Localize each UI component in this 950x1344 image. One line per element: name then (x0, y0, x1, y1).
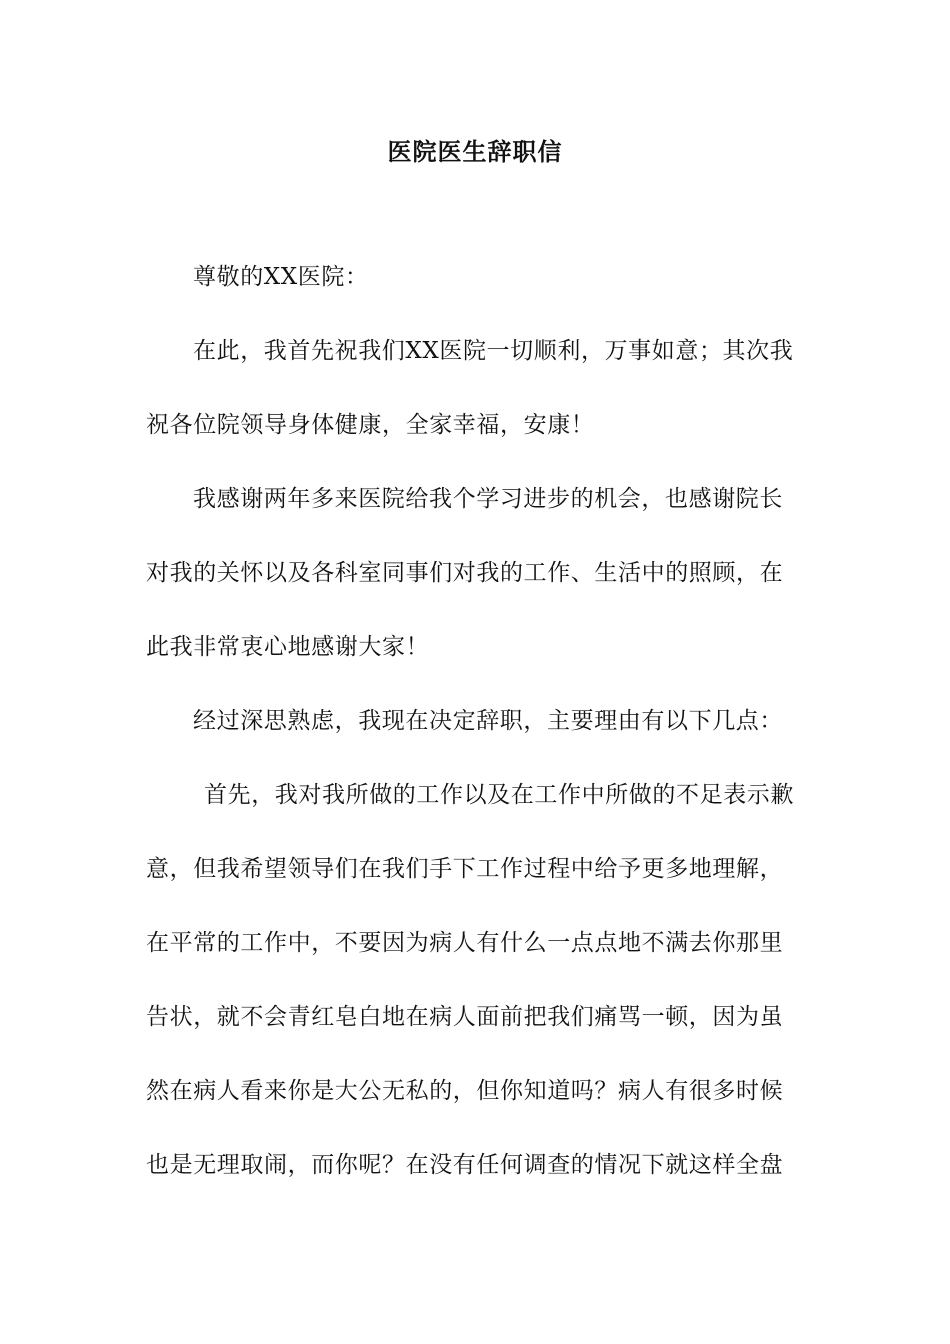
paragraph-line: 祝各位院领导身体健康，全家幸福，安康！ (146, 412, 595, 438)
salutation-line: 尊敬的XX医院： (193, 264, 369, 290)
paragraph-line: 在平常的工作中，不要因为病人有什么一点点地不满去你那里 (146, 930, 784, 956)
paragraph-line: 然在病人看来你是大公无私的，但你知道吗？病人有很多时候 (146, 1078, 784, 1104)
paragraph-line: 我感谢两年多来医院给我个学习进步的机会，也感谢院长 (193, 486, 783, 512)
paragraph-line: 在此，我首先祝我们XX医院一切顺利，万事如意；其次我 (193, 338, 794, 364)
paragraph-line: 意，但我希望领导们在我们手下工作过程中给予更多地理解， (146, 856, 784, 882)
letter-body (146, 256, 808, 1218)
paragraph-line: 经过深思熟虑，我现在决定辞职，主要理由有以下几点： (193, 708, 783, 734)
paragraph-line: 对我的关怀以及各科室同事们对我的工作、生活中的照顾，在 (146, 560, 784, 586)
paragraph-line: 首先，我对我所做的工作以及在工作中所做的不足表示歉 (204, 782, 794, 808)
document-title: 医院医生辞职信 (387, 137, 563, 166)
paragraph-line: 此我非常衷心地感谢大家！ (146, 634, 430, 660)
paragraph-line: 也是无理取闹，而你呢？在没有任何调查的情况下就这样全盘 (146, 1152, 784, 1178)
paragraph-line: 告状，就不会青红皂白地在病人面前把我们痛骂一顿，因为虽 (146, 1004, 784, 1030)
